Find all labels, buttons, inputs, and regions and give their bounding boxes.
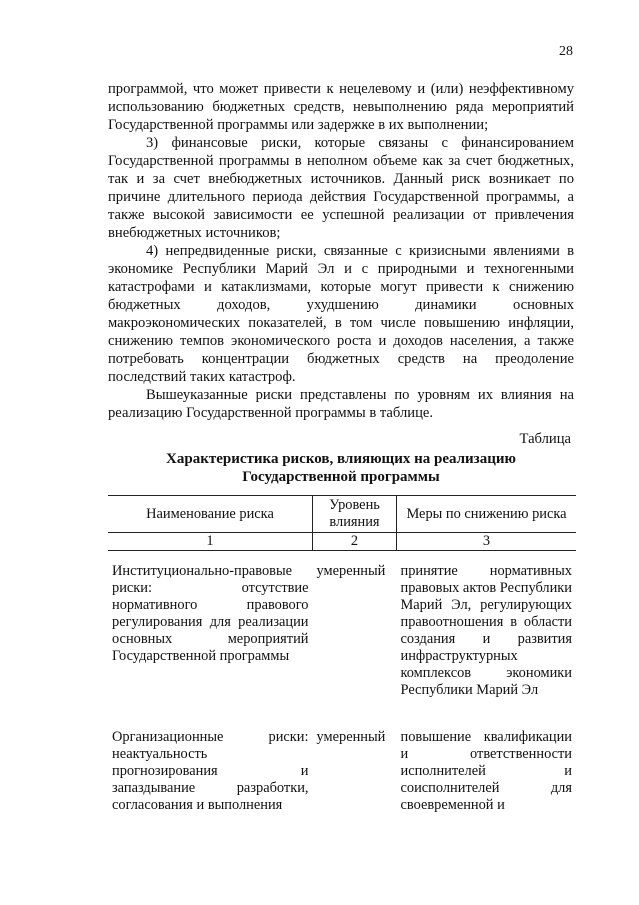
header-impact-level: Уровень влияния	[313, 496, 397, 533]
column-number-row	[108, 533, 576, 551]
header-mitigation-measures: Меры по снижению риска	[397, 496, 577, 533]
mitigation-cell: повышение квалификации и ответственности исполнителей и соисполнителей для своевременной и	[400, 729, 572, 813]
paragraph-4: Вышеуказанные риски представлены по уровням их влияния на реализацию Государственной программы в таблице.	[108, 387, 574, 421]
table-row	[108, 729, 576, 814]
paragraph-2: 3) финансовые риски, которые связаны с финансированием Государственной программы в неполном объеме как за счет бюджетных, так и за счет внебюджетных источников. Данный риск возникает по причине длительного периода действия Государственной программы, а также высокой зависимости ее успешной реализации от привлечения внебюджетных источников;	[108, 135, 574, 241]
body-text	[108, 80, 574, 422]
column-number: 1	[108, 533, 313, 551]
table-caption: Таблица	[519, 431, 571, 447]
column-number: 2	[313, 533, 397, 551]
impact-level-cell: умеренный	[316, 729, 386, 745]
table-row	[108, 563, 576, 699]
impact-level-cell: умеренный	[316, 563, 386, 579]
table-header-row	[108, 496, 576, 533]
paragraph-3: 4) непредвиденные риски, связанные с кризисными явлениями в экономике Республики Марий Эл и с природными и техногенными катастрофами и катаклизмами, которые могут привести к снижению бюджетных доходов, ухудшению динамики основных макроэкономических показателей, в том числе повышению инфляции, снижению темпов экономического роста и доходов населения, а также потребовать концентрации бюджетных средств на преодоление последствий таких катастроф.	[108, 243, 574, 385]
column-number: 3	[397, 533, 577, 551]
page-number: 28	[559, 44, 573, 59]
header-risk-name: Наименование риска	[108, 496, 313, 533]
mitigation-cell: принятие нормативных правовых актов Республики Марий Эл, регулирующих правоотношения в области создания и развития инфраструктурных комплексов экономики Республики Марий Эл	[400, 563, 572, 698]
risk-name-cell: Организационные риски: неактуальность прогнозирования и запаздывание разработки, согласования и выполнения	[112, 729, 309, 813]
risk-name-cell: Институционально-правовые риски: отсутствие нормативного правового регулирования для реализации основных мероприятий Государственной программы	[112, 563, 309, 664]
table-title: Характеристика рисков, влияющих на реализацию Государственной программы	[166, 451, 516, 485]
risk-table	[108, 495, 576, 814]
paragraph-1: программой, что может привести к нецелевому и (или) неэффективному использованию бюджетных средств, невыполнению ряда мероприятий Государственной программы или задержке в их выполнении;	[108, 81, 574, 133]
